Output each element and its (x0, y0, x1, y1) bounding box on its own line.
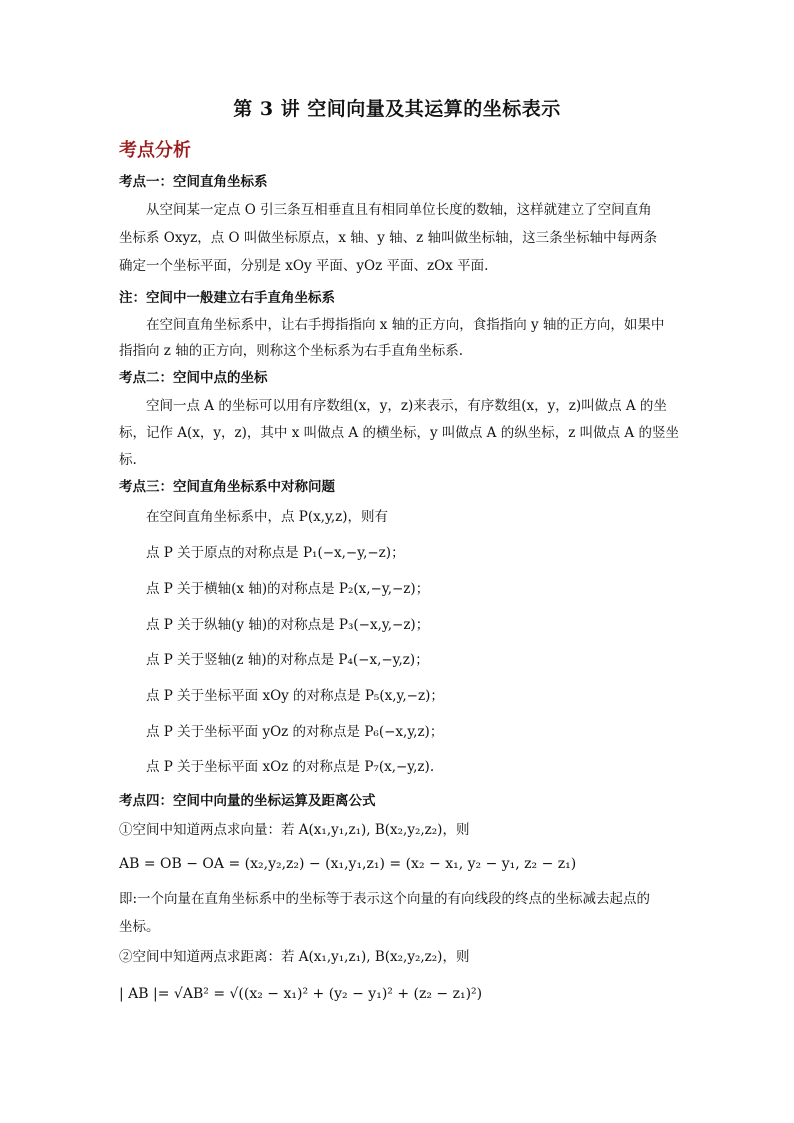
symmetry-item: 点 P 关于竖轴(z 轴)的对称点是 P₄(−x,−y,z)； (146, 652, 429, 668)
symmetry-item: 点 P 关于原点的对称点是 P₁(−x,−y,−z)； (146, 545, 405, 561)
k1-paragraph-line: 确定一个坐标平面，分别是 xOy 平面、yOz 平面、zOx 平面. (119, 258, 489, 274)
k3-heading: 考点三：空间直角坐标系中对称问题 (119, 479, 335, 495)
k3-intro: 在空间直角坐标系中，点 P(x,y,z)，则有 (146, 509, 389, 525)
k4-item-2: ②空间中知道两点求距离：若 A(x₁,y₁,z₁), B(x₂,y₂,z₂)，则 (119, 949, 470, 965)
k2-paragraph-line: 标. (119, 452, 137, 468)
note-heading: 注：空间中一般建立右手直角坐标系 (119, 290, 335, 306)
symmetry-item: 点 P 关于坐标平面 xOz 的对称点是 P₇(x,−y,z). (146, 759, 435, 775)
symmetry-item: 点 P 关于坐标平面 yOz 的对称点是 P₆(−x,y,z)； (146, 724, 444, 740)
k2-heading: 考点二：空间中点的坐标 (119, 370, 268, 386)
note-paragraph-line: 指指向 z 轴的正方向，则称这个坐标系为右手直角坐标系. (119, 343, 463, 359)
k2-paragraph-line: 空间一点 A 的坐标可以用有序数组(x，y，z)来表示，有序数组(x，y，z)叫做点 A 的坐 (146, 398, 667, 414)
vector-coordinate-formula: AB = OB − OA = (x₂,y₂,z₂) − (x₁,y₁,z₁) = (x₂ − x₁, y₂ − y₁, z₂ − z₁) (119, 856, 577, 872)
page-title: 第 3 讲 空间向量及其运算的坐标表示 (233, 98, 561, 120)
k4-heading: 考点四：空间中向量的坐标运算及距离公式 (119, 793, 376, 809)
k4-item-1: ①空间中知道两点求向量：若 A(x₁,y₁,z₁), B(x₂,y₂,z₂)，则 (119, 822, 470, 838)
note-paragraph-line: 在空间直角坐标系中，让右手拇指指向 x 轴的正方向，食指指向 y 轴的正方向，如果中 (146, 317, 665, 333)
symmetry-item: 点 P 关于纵轴(y 轴)的对称点是 P₃(−x,y,−z)； (146, 617, 430, 633)
section-heading: 考点分析 (119, 140, 191, 161)
symmetry-item: 点 P 关于横轴(x 轴)的对称点是 P₂(x,−y,−z)； (146, 581, 430, 597)
k1-paragraph-line: 从空间某一定点 O 引三条互相垂直且有相同单位长度的数轴，这样就建立了空间直角 (146, 202, 652, 218)
distance-formula-rhs: = √((x₂ − x₁)² + (y₂ − y₁)² + (z₂ − z₁)²) (213, 986, 483, 1002)
k2-paragraph-line: 标，记作 A(x，y，z)，其中 x 叫做点 A 的横坐标，y 叫做点 A 的纵坐标，z 叫做点 A 的竖坐 (119, 425, 679, 441)
k1-paragraph-line: 坐标系 Oxyz，点 O 叫做坐标原点，x 轴、y 轴、z 轴叫做坐标轴，这三条坐标轴中每两条 (119, 230, 658, 246)
distance-formula-lhs: | AB |= √AB² (119, 986, 209, 1002)
k1-heading: 考点一：空间直角坐标系 (119, 174, 268, 190)
symmetry-item: 点 P 关于坐标平面 xOy 的对称点是 P₅(x,y,−z)； (146, 688, 444, 704)
k4-explanation-line: 坐标。 (119, 919, 160, 935)
k4-explanation-line: 即:一个向量在直角坐标系中的坐标等于表示这个向量的有向线段的终点的坐标减去起点的 (119, 891, 651, 907)
distance-formula (119, 986, 482, 1002)
